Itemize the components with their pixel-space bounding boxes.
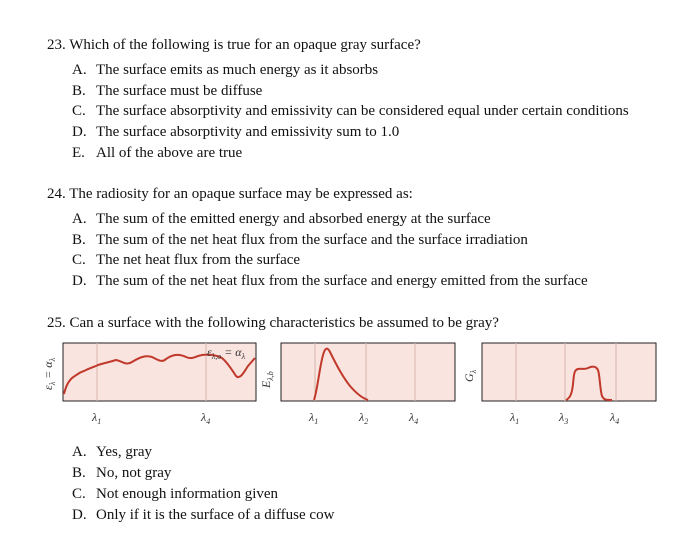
option-letter: A. bbox=[72, 62, 87, 78]
plot-3-ylabel: $G_\lambda$ bbox=[462, 369, 478, 382]
option-letter: E. bbox=[72, 145, 85, 161]
option-letter: C. bbox=[72, 103, 86, 119]
option-text: The surface emits as much energy as it absorbs bbox=[96, 62, 379, 78]
plot-3-frame bbox=[482, 343, 656, 401]
plot-2-tick-l1: $\lambda_1$ bbox=[309, 410, 319, 426]
option-letter: D. bbox=[72, 273, 87, 289]
plot-2-ylabel: $E_{\lambda,b}$ bbox=[259, 371, 275, 388]
option-text: The sum of the net heat flux from the surface and energy emitted from the surface bbox=[96, 273, 588, 289]
q25-option-a bbox=[72, 443, 152, 461]
plot-3-tick-l4: $\lambda_4$ bbox=[610, 410, 620, 426]
option-letter: C. bbox=[72, 252, 86, 268]
option-text: The surface absorptivity and emissivity sum to 1.0 bbox=[96, 124, 400, 140]
plot-1-ylabel: $\varepsilon_\lambda = \alpha_\lambda$ bbox=[41, 357, 57, 390]
q25-option-c bbox=[72, 485, 278, 503]
option-text: The sum of the net heat flux from the surface and the surface irradiation bbox=[96, 232, 528, 248]
option-text: The sum of the emitted energy and absorbed energy at the surface bbox=[96, 211, 491, 227]
question-25-title: 25. Can a surface with the following characteristics be assumed to be gray? bbox=[47, 315, 499, 331]
option-letter: D. bbox=[72, 507, 87, 523]
q25-option-b bbox=[72, 464, 171, 482]
question-24-title: 24. The radiosity for an opaque surface may be expressed as: bbox=[47, 186, 413, 202]
option-letter: C. bbox=[72, 486, 86, 502]
option-text: Not enough information given bbox=[96, 486, 279, 502]
option-text: The surface absorptivity and emissivity can be considered equal under certain conditions bbox=[96, 103, 629, 119]
option-text: The surface must be diffuse bbox=[96, 83, 263, 99]
plot-2-frame bbox=[281, 343, 455, 401]
plot-1 bbox=[41, 343, 256, 426]
option-text: The net heat flux from the surface bbox=[96, 252, 301, 268]
option-text: All of the above are true bbox=[96, 145, 243, 161]
option-letter: D. bbox=[72, 124, 87, 140]
plot-1-annotation: $\varepsilon_{\lambda,o} = \alpha_\lambda$ bbox=[207, 345, 246, 361]
option-text: Only if it is the surface of a diffuse cow bbox=[96, 507, 335, 523]
option-letter: B. bbox=[72, 83, 86, 99]
plot-2-tick-l2: $\lambda_2$ bbox=[359, 410, 369, 426]
plot-3-tick-l1: $\lambda_1$ bbox=[510, 410, 520, 426]
option-text: No, not gray bbox=[96, 465, 172, 481]
plot-1-tick-l4: $\lambda_4$ bbox=[201, 410, 211, 426]
option-letter: A. bbox=[72, 211, 87, 227]
option-letter: B. bbox=[72, 232, 86, 248]
plot-2 bbox=[259, 343, 455, 426]
plot-2-tick-l4: $\lambda_4$ bbox=[409, 410, 419, 426]
option-letter: B. bbox=[72, 465, 86, 481]
plot-1-tick-l1: $\lambda_1$ bbox=[92, 410, 102, 426]
question-23-title: 23. Which of the following is true for an opaque gray surface? bbox=[47, 37, 421, 53]
option-letter: A. bbox=[72, 444, 87, 460]
option-text: Yes, gray bbox=[96, 444, 152, 460]
q25-option-d bbox=[72, 506, 334, 524]
plot-3-tick-l3: $\lambda_3$ bbox=[559, 410, 569, 426]
plot-3 bbox=[462, 343, 656, 426]
